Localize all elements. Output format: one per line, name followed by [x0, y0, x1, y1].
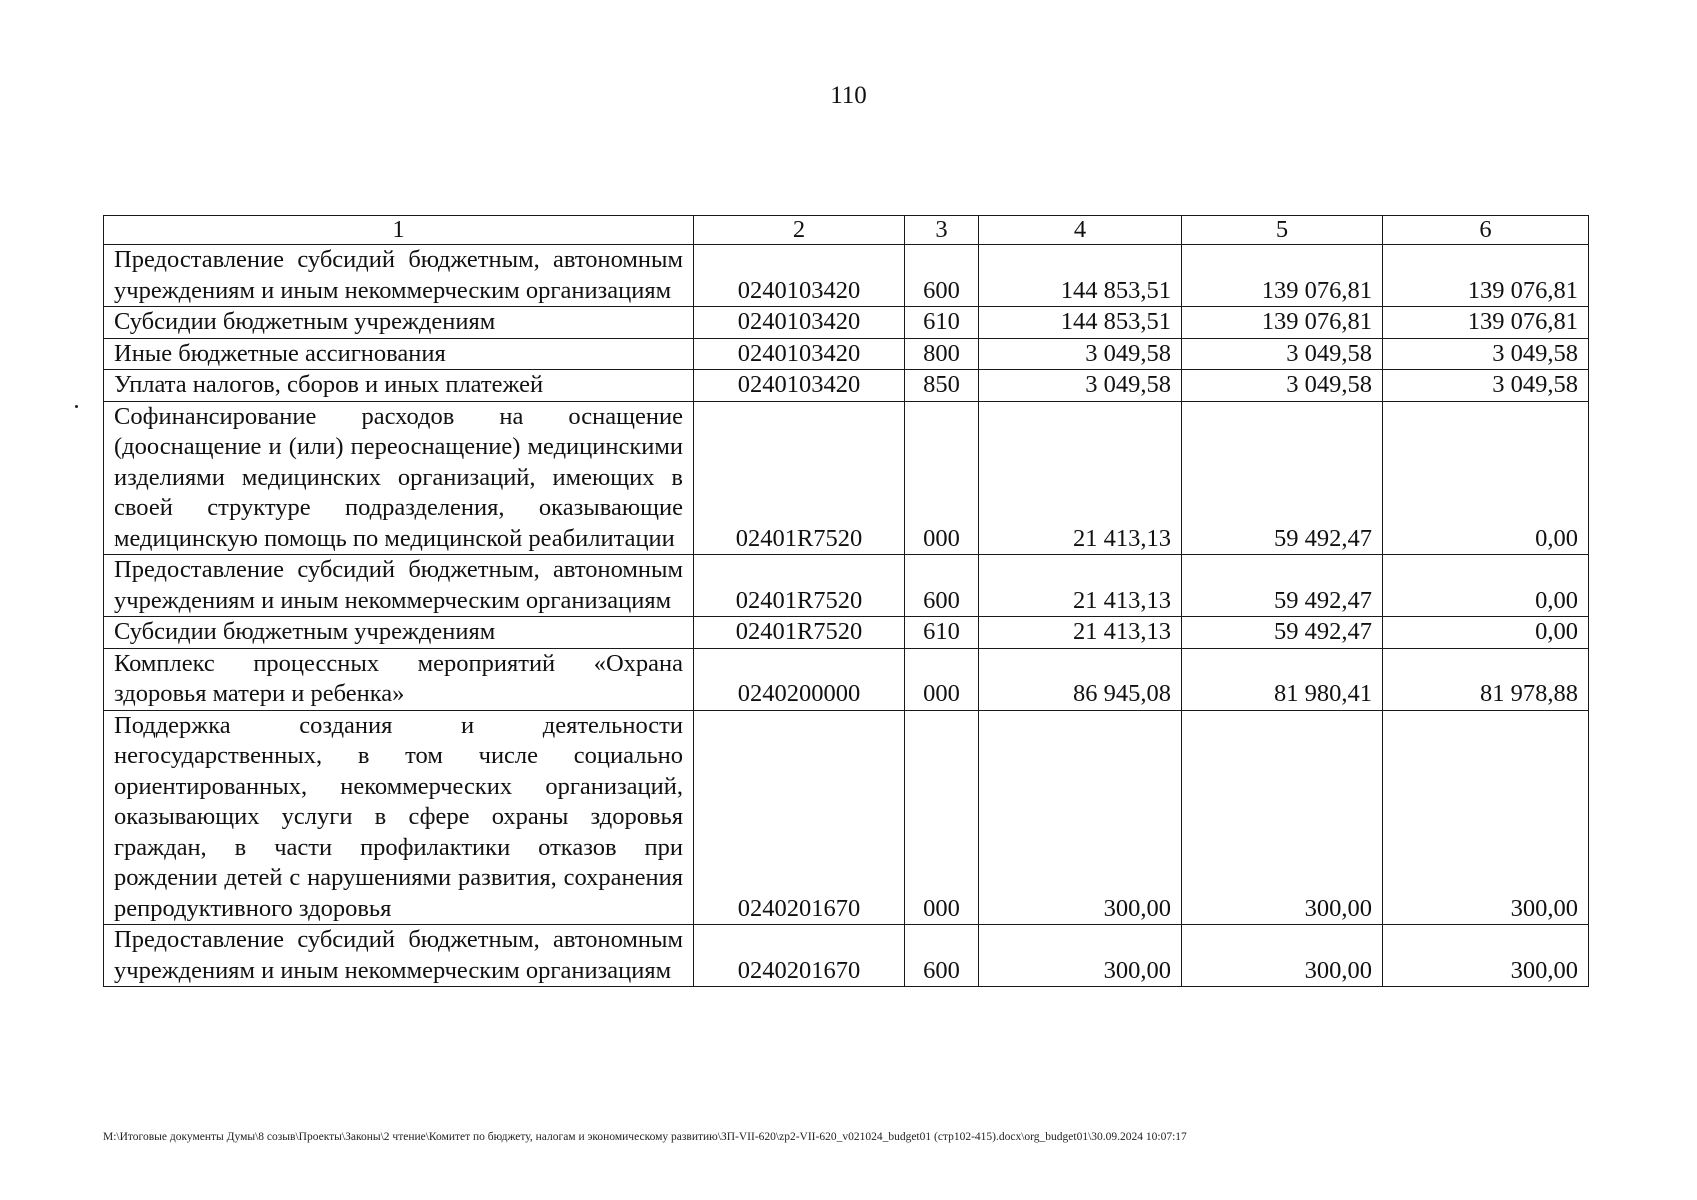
target-code-cell: 0240103420	[694, 307, 905, 339]
table-row	[104, 648, 1589, 710]
expense-type-cell: 600	[905, 925, 979, 987]
page-number: 110	[830, 82, 867, 109]
file-path-footer: M:\Итоговые документы Думы\8 созыв\Проекты\Законы\2 чтение\Комитет по бюджету, налогам и экономическому развитию\ЗП-VII-620\zp2-VII-620_v021024_budget01 (стр102-415).docx\org_budget01\30.09.2024 10:07:17	[103, 1131, 1187, 1143]
amount-cell: 59 492,47	[1182, 555, 1383, 617]
amount-cell: 0,00	[1383, 401, 1589, 555]
expense-type-cell: 610	[905, 617, 979, 649]
column-number: 1	[104, 216, 694, 245]
expense-name-cell: Комплекс процессных мероприятий «Охрана здоровья матери и ребенка»	[104, 648, 694, 710]
amount-cell: 59 492,47	[1182, 401, 1383, 555]
target-code-cell: 0240103420	[694, 245, 905, 307]
amount-cell: 0,00	[1383, 617, 1589, 649]
column-number: 3	[905, 216, 979, 245]
column-number: 6	[1383, 216, 1589, 245]
target-code-cell: 02401R7520	[694, 617, 905, 649]
table-row	[104, 710, 1589, 925]
amount-cell: 21 413,13	[979, 401, 1182, 555]
amount-cell: 300,00	[979, 710, 1182, 925]
amount-cell: 144 853,51	[979, 245, 1182, 307]
table-row	[104, 401, 1589, 555]
amount-cell: 300,00	[979, 925, 1182, 987]
amount-cell: 144 853,51	[979, 307, 1182, 339]
column-number-row	[104, 216, 1589, 245]
amount-cell: 21 413,13	[979, 617, 1182, 649]
amount-cell: 300,00	[1182, 710, 1383, 925]
expense-name-cell: Уплата налогов, сборов и иных платежей	[104, 370, 694, 402]
expense-type-cell: 850	[905, 370, 979, 402]
column-number: 5	[1182, 216, 1383, 245]
expense-name-cell: Субсидии бюджетным учреждениям	[104, 617, 694, 649]
expense-name-cell: Поддержка создания и деятельности негосударственных, в том числе социально ориентированных, некоммерческих организаций, оказывающих услуги в сфере охраны здоровья граждан, в части профилактики отказов при рождении детей с нарушениями развития, сохранения репродуктивного здоровья	[104, 710, 694, 925]
expense-type-cell: 000	[905, 401, 979, 555]
amount-cell: 3 049,58	[1383, 338, 1589, 370]
amount-cell: 139 076,81	[1383, 245, 1589, 307]
amount-cell: 139 076,81	[1182, 245, 1383, 307]
amount-cell: 300,00	[1383, 710, 1589, 925]
table-row	[104, 338, 1589, 370]
target-code-cell: 02401R7520	[694, 401, 905, 555]
expense-type-cell: 000	[905, 648, 979, 710]
amount-cell: 300,00	[1383, 925, 1589, 987]
table-row	[104, 307, 1589, 339]
table-row	[104, 245, 1589, 307]
amount-cell: 3 049,58	[979, 370, 1182, 402]
amount-cell: 3 049,58	[1383, 370, 1589, 402]
expense-name-cell: Предоставление субсидий бюджетным, автономным учреждениям и иным некоммерческим организациям	[104, 245, 694, 307]
expense-type-cell: 600	[905, 245, 979, 307]
expense-name-cell: Субсидии бюджетным учреждениям	[104, 307, 694, 339]
amount-cell: 300,00	[1182, 925, 1383, 987]
scan-speck	[75, 405, 78, 408]
target-code-cell: 0240201670	[694, 925, 905, 987]
amount-cell: 3 049,58	[1182, 338, 1383, 370]
amount-cell: 81 978,88	[1383, 648, 1589, 710]
expense-type-cell: 600	[905, 555, 979, 617]
expense-name-cell: Иные бюджетные ассигнования	[104, 338, 694, 370]
expense-type-cell: 800	[905, 338, 979, 370]
table-row	[104, 555, 1589, 617]
target-code-cell: 0240103420	[694, 370, 905, 402]
column-number: 2	[694, 216, 905, 245]
target-code-cell: 0240201670	[694, 710, 905, 925]
amount-cell: 81 980,41	[1182, 648, 1383, 710]
amount-cell: 139 076,81	[1182, 307, 1383, 339]
expense-name-cell: Предоставление субсидий бюджетным, автономным учреждениям и иным некоммерческим организациям	[104, 555, 694, 617]
table-row	[104, 925, 1589, 987]
target-code-cell: 02401R7520	[694, 555, 905, 617]
amount-cell: 139 076,81	[1383, 307, 1589, 339]
target-code-cell: 0240103420	[694, 338, 905, 370]
expense-name-cell: Софинансирование расходов на оснащение (дооснащение и (или) переоснащение) медицинскими изделиями медицинских организаций, имеющих в своей структуре подразделения, оказывающие медицинскую помощь по медицинской реабилитации	[104, 401, 694, 555]
expense-name-cell: Предоставление субсидий бюджетным, автономным учреждениям и иным некоммерческим организациям	[104, 925, 694, 987]
amount-cell: 86 945,08	[979, 648, 1182, 710]
budget-table	[103, 215, 1589, 987]
amount-cell: 3 049,58	[1182, 370, 1383, 402]
amount-cell: 3 049,58	[979, 338, 1182, 370]
expense-type-cell: 000	[905, 710, 979, 925]
amount-cell: 59 492,47	[1182, 617, 1383, 649]
table-row	[104, 370, 1589, 402]
amount-cell: 21 413,13	[979, 555, 1182, 617]
amount-cell: 0,00	[1383, 555, 1589, 617]
column-number: 4	[979, 216, 1182, 245]
expense-type-cell: 610	[905, 307, 979, 339]
target-code-cell: 0240200000	[694, 648, 905, 710]
table-row	[104, 617, 1589, 649]
